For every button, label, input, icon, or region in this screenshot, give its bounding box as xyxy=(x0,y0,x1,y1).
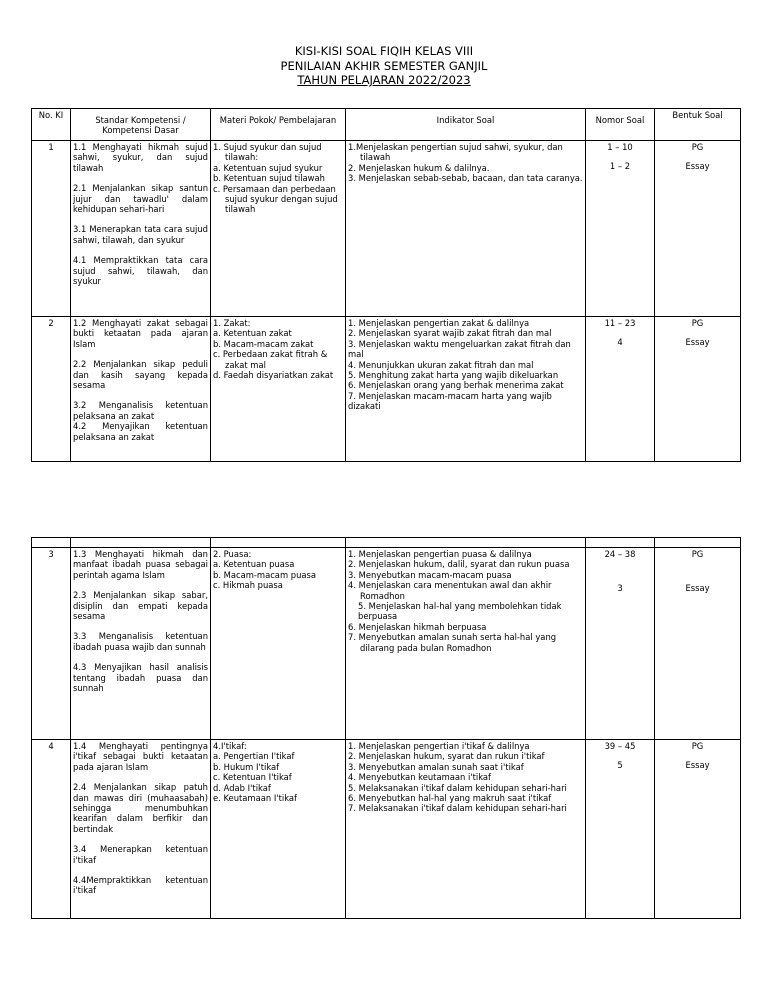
indikator-item: 7. Menyebutkan amalan sunah serta hal-hal yang dilarang pada bulan Romadhon xyxy=(348,632,557,653)
materi-item: 2. Puasa: xyxy=(213,549,252,559)
row-3-bentuk xyxy=(655,548,741,740)
nomor-essay: 3 xyxy=(617,583,623,594)
title-line-1: KISI-KISI SOAL FIQIH KELAS VIII xyxy=(294,44,474,58)
materi-item: e. Keutamaan I'tikaf xyxy=(213,793,297,804)
indikator-item: 4. Menyebutkan keutamaan i'tikaf xyxy=(348,772,492,783)
document-title xyxy=(0,44,768,88)
indikator-item: 5. Menjelaskan hal-hal yang membolehkan tidak berpuasa xyxy=(358,601,562,622)
materi-item: c. Ketentuan I'tikaf xyxy=(213,772,292,783)
bentuk-essay: Essay xyxy=(685,161,710,172)
row-1-kompetensi xyxy=(71,141,211,317)
bentuk-essay: Essay xyxy=(685,337,710,348)
nomor-pg: 1 – 10 xyxy=(607,142,633,152)
bentuk-pg: PG xyxy=(691,142,704,152)
row-1-indikator xyxy=(346,141,586,317)
kd-text: 4.1 Mempraktikkan tata cara sujud sahwi, tilawah, dan syukur xyxy=(73,255,208,287)
row-3-indikator xyxy=(346,548,586,740)
row-1-bentuk xyxy=(655,141,741,317)
materi-item: b. Macam-macam zakat xyxy=(213,338,314,349)
row-2-materi xyxy=(211,317,346,462)
materi-item: a. Ketentuan zakat xyxy=(213,328,292,339)
row-2-indikator xyxy=(346,317,586,462)
materi-item: 1. Sujud syukur dan sujud tilawah: xyxy=(213,142,322,163)
row-3-nomor xyxy=(586,548,655,740)
row-1-materi xyxy=(211,141,346,317)
row-4-bentuk xyxy=(655,740,741,919)
indikator-item: 1. Menjelaskan pengertian zakat & dalilnya xyxy=(348,318,530,328)
materi-item: a. Ketentuan sujud syukur xyxy=(213,162,323,173)
indikator-item: 2. Menjelaskan hukum & dalilnya. xyxy=(348,162,490,173)
kisi-kisi-table-1 xyxy=(31,108,741,462)
row-1-no: 1 xyxy=(32,141,71,317)
kd-text: 1.2 Menghayati zakat sebagai bukti ketaatan pada ajaran Islam xyxy=(73,318,208,349)
table-blank-row xyxy=(32,538,741,548)
table-row xyxy=(32,317,741,462)
header-nomor-soal: Nomor Soal xyxy=(586,109,655,141)
materi-item: c. Persamaan dan perbedaan sujud syukur dengan sujud tilawah xyxy=(213,183,338,215)
header-indikator-soal: Indikator Soal xyxy=(346,109,586,141)
indikator-item: 2. Menjelaskan hukum, syarat dan rukun i'tikaf xyxy=(348,751,545,762)
nomor-essay: 4 xyxy=(617,337,623,348)
header-no: No. KI xyxy=(32,109,71,141)
nomor-essay: 1 – 2 xyxy=(609,161,631,172)
indikator-item: 1. Menjelaskan pengertian puasa & dalilnya xyxy=(348,549,532,559)
indikator-item: 3. Menyebutkan macam-macam puasa xyxy=(348,569,512,580)
table-row xyxy=(32,740,741,919)
kd-text: 2.2 Menjalankan sikap peduli dan kasih sayang kepada sesama xyxy=(73,359,208,391)
kd-text: 2.4 Menjalankan sikap patuh dan mawas diri (muhaasabah) sehingga menumbuhkan kearifan dalam berfikir dan bertindak xyxy=(73,782,208,834)
indikator-item: 4. Menjelaskan cara menentukan awal dan akhir Romadhon xyxy=(348,580,552,601)
indikator-item: 2. Menjelaskan syarat wajib zakat fitrah dan mal xyxy=(348,328,552,339)
materi-item: a. Ketentuan puasa xyxy=(213,559,295,570)
kd-text: 2.3 Menjalankan sikap sabar, disiplin dan empati kepada sesama xyxy=(73,590,208,622)
kd-text: 1.4 Menghayati pentingnya i'tikaf sebagai bukti ketaatan pada ajaran Islam xyxy=(73,741,208,772)
bentuk-essay: Essay xyxy=(685,760,710,771)
row-2-kompetensi xyxy=(71,317,211,462)
indikator-item: 2. Menjelaskan hukum, dalil, syarat dan rukun puasa xyxy=(348,559,570,570)
row-3-no: 3 xyxy=(32,548,71,740)
kd-text: 3.3 Menganalisis ketentuan ibadah puasa wajib dan sunnah xyxy=(73,631,208,652)
materi-item: c. Perbedaan zakat fitrah & zakat mal xyxy=(213,349,328,370)
materi-item: 1. Zakat: xyxy=(213,318,251,328)
bentuk-pg: PG xyxy=(691,741,704,751)
table-row xyxy=(32,141,741,317)
bentuk-pg: PG xyxy=(691,318,704,328)
row-4-indikator xyxy=(346,740,586,919)
materi-item: b. Ketentuan sujud tilawah xyxy=(213,173,325,184)
indikator-item: 1.Menjelaskan pengertian sujud sahwi, syukur, dan tilawah xyxy=(348,142,563,163)
row-4-nomor xyxy=(586,740,655,919)
row-3-kompetensi xyxy=(71,548,211,740)
row-2-nomor xyxy=(586,317,655,462)
materi-item: d. Adab I'tikaf xyxy=(213,782,271,793)
indikator-item: 5. Melaksanakan i'tikaf dalam kehidupan sehari-hari xyxy=(348,782,567,793)
indikator-item: 3. Menjelaskan waktu mengeluarkan zakat fitrah dan mal xyxy=(348,338,571,360)
indikator-item: 7. Menjelaskan macam-macam harta yang wajib dizakati xyxy=(348,390,552,412)
materi-item: a. Pengertian I'tikaf xyxy=(213,751,295,762)
kd-text: 3.2 Menganalisis ketentuan pelaksana an zakat xyxy=(73,400,208,421)
row-4-materi xyxy=(211,740,346,919)
bentuk-pg: PG xyxy=(691,549,704,559)
row-4-no: 4 xyxy=(32,740,71,919)
nomor-essay: 5 xyxy=(617,760,623,771)
indikator-item: 6. Menjelaskan hikmah berpuasa xyxy=(348,621,487,632)
indikator-item: 5. Menghitung zakat harta yang wajib dikeluarkan xyxy=(348,370,559,381)
kd-text: 1.3 Menghayati hikmah dan manfaat ibadah puasa sebagai perintah agama Islam xyxy=(73,549,208,580)
kd-text: 4.3 Menyajikan hasil analisis tentang ibadah puasa dan sunnah xyxy=(73,662,208,694)
table-header-row xyxy=(32,109,741,141)
row-2-no: 2 xyxy=(32,317,71,462)
kisi-kisi-table-2 xyxy=(31,537,741,919)
indikator-item: 6. Menyebutkan hal-hal yang makruh saat i'tikaf xyxy=(348,793,552,804)
row-4-kompetensi xyxy=(71,740,211,919)
indikator-item: 3. Menjelaskan sebab-sebab, bacaan, dan tata caranya. xyxy=(348,173,583,184)
row-3-materi xyxy=(211,548,346,740)
kd-text: 1.1 Menghayati hikmah sujud sahwi, syukur, dan sujud tilawah xyxy=(73,142,208,173)
materi-item: d. Faedah disyariatkan zakat xyxy=(213,370,334,381)
row-2-bentuk xyxy=(655,317,741,462)
nomor-pg: 24 – 38 xyxy=(604,549,636,559)
materi-item: 4.I'tikaf: xyxy=(213,741,247,751)
materi-item: c. Hikmah puasa xyxy=(213,580,283,591)
title-line-3: TAHUN PELAJARAN 2022/2023 xyxy=(297,73,471,87)
indikator-item: 3. Menyebutkan amalan sunah saat i'tikaf xyxy=(348,761,524,772)
kd-text: 2.1 Menjalankan sikap santun jujur dan tawadlu' dalam kehidupan sehari-hari xyxy=(73,183,208,215)
indikator-item: 6. Menjelaskan orang yang berhak menerima zakat xyxy=(348,380,564,391)
materi-item: b. Macam-macam puasa xyxy=(213,569,317,580)
kd-text: 4.4Mempraktikkan ketentuan i'tikaf xyxy=(73,875,208,896)
row-1-nomor xyxy=(586,141,655,317)
bentuk-essay: Essay xyxy=(685,583,710,594)
header-standar-kompetensi: Standar Kompetensi / Kompetensi Dasar xyxy=(71,109,211,141)
kd-text: 3.1 Menerapkan tata cara sujud sahwi, tilawah, dan syukur xyxy=(73,224,208,245)
header-bentuk-soal: Bentuk Soal xyxy=(655,109,741,141)
indikator-item: 4. Menunjukkan ukuran zakat fitrah dan mal xyxy=(348,359,534,370)
nomor-pg: 11 – 23 xyxy=(604,318,636,328)
nomor-pg: 39 – 45 xyxy=(604,741,636,751)
title-line-2: PENILAIAN AKHIR SEMESTER GANJIL xyxy=(280,58,488,73)
table-row xyxy=(32,548,741,740)
kd-text: 3.4 Menerapkan ketentuan i'tikaf xyxy=(73,844,208,865)
indikator-item: 7. Melaksanakan i'tikaf dalam kehidupan sehari-hari xyxy=(348,803,567,814)
header-materi-pokok: Materi Pokok/ Pembelajaran xyxy=(211,109,346,141)
materi-item: b. Hukum I'tikaf xyxy=(213,761,280,772)
kd-text: 4.2 Menyajikan ketentuan pelaksana an zakat xyxy=(73,421,208,442)
indikator-item: 1. Menjelaskan pengertian i'tikaf & dalilnya xyxy=(348,741,530,751)
